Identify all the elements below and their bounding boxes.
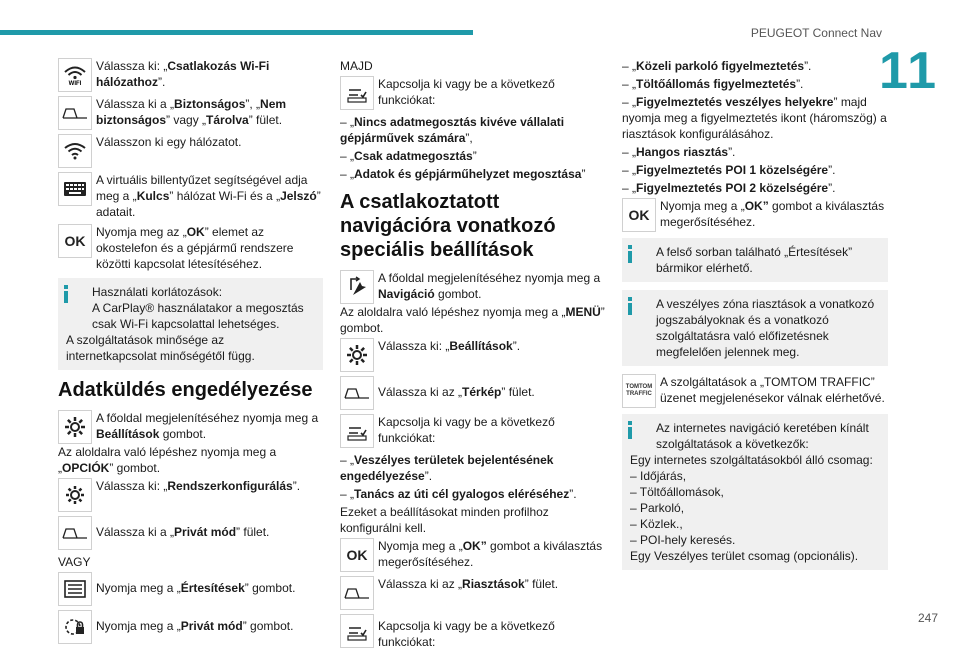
step-text: Kapcsolja ki vagy be a következő funkciókat: — [378, 415, 555, 445]
list-item: – Parkoló, — [630, 501, 685, 515]
info-note-notifications: A felső sorban található „Értesítések” bármikor elérhető. — [622, 238, 888, 282]
step-navigation — [340, 270, 608, 304]
info-icon — [628, 245, 632, 263]
info-icon — [628, 297, 632, 315]
ok-icon: OK — [58, 224, 92, 258]
header-accent-bar — [0, 30, 473, 35]
step-text: Nyomja meg a „Privát mód” gombot. — [96, 619, 294, 633]
step-tomtom — [622, 374, 888, 408]
list-item: – Töltőállomások, — [630, 485, 724, 499]
paragraph-or: VAGY — [58, 555, 91, 569]
step-settings — [58, 410, 323, 444]
ok-icon: OK — [622, 198, 656, 232]
wifi-signal-icon — [58, 134, 92, 168]
header-title: PEUGEOT Connect Nav — [750, 26, 882, 40]
step-wifi-connect — [58, 58, 323, 92]
list-item: – „Figyelmeztetés POI 2 közelségére”. — [622, 181, 836, 195]
paragraph: Az aloldalra való lépéshez nyomja meg a „OPCIÓK” gombot. — [58, 445, 277, 475]
column-1 — [58, 58, 323, 648]
checkbox-icon — [340, 76, 374, 110]
list-item: – „Csak adatmegosztás” — [340, 149, 477, 163]
keyboard-icon — [58, 172, 92, 206]
step-alerts-tab — [340, 576, 608, 610]
list-item: – „Nincs adatmegosztás kivéve vállalati gépjárművek számára”, — [340, 115, 565, 145]
navigation-icon — [340, 270, 374, 304]
list-item: – „Veszélyes területek bejelentésének engedélyezése”. — [340, 453, 554, 483]
list-item: – Időjárás, — [630, 469, 687, 483]
settings-gear-icon — [58, 410, 92, 444]
column-2 — [340, 58, 608, 654]
list-item: – „Figyelmeztetés POI 1 közelségére”. — [622, 163, 836, 177]
system-config-icon — [58, 478, 92, 512]
step-text: Válassza ki: „Rendszerkonfigurálás”. — [96, 479, 301, 493]
step-ok — [340, 538, 608, 572]
step-ok — [58, 224, 323, 272]
list-item: – „Figyelmeztetés veszélyes helyekre” majd nyomja meg a figyelmeztetés ikont (háromszög) a riasztások konfigurálásához. — [622, 95, 887, 141]
step-ok — [622, 198, 888, 232]
step-select-tab — [58, 96, 323, 130]
tab-icon — [340, 576, 374, 610]
page-number: 247 — [917, 611, 938, 625]
info-icon — [64, 285, 68, 303]
paragraph: Ezeket a beállításokat minden profilhoz konfigurálni kell. — [340, 505, 549, 535]
step-text: Válassza ki a „Biztonságos”, „Nem biztonságos” vagy „Tárolva” fület. — [96, 97, 287, 127]
step-text: Válassza ki: „Csatlakozás Wi-Fi hálózathoz”. — [96, 59, 270, 89]
step-text: Nyomja meg a „OK” gombot a kiválasztás megerősítéséhez. — [378, 539, 603, 569]
step-text: Válassza ki: „Beállítások”. — [378, 339, 521, 353]
step-text: Nyomja meg a „OK” gombot a kiválasztás megerősítéséhez. — [660, 199, 885, 229]
step-settings — [340, 338, 608, 372]
step-private-mode — [58, 610, 323, 644]
wifi-icon — [58, 58, 92, 92]
step-text: A szolgáltatások a „TOMTOM TRAFFIC” üzenet megjelenésekor válnak elérhetővé. — [660, 375, 885, 405]
info-icon — [628, 421, 632, 439]
info-note-danger-zone: A veszélyes zóna riasztások a vonatkozó jogszabályoknak és a vonatkozó szolgáltatásra való előfizetésnek megfelelően jelennek meg. — [622, 290, 888, 366]
tab-icon — [58, 516, 92, 550]
info-note-usage-limits: Használati korlátozások: A CarPlay® használatakor a megosztás csak Wi-Fi kapcsolattal lehetséges. A szolgáltatások minősége az internetkapcsolat minőségétől függ. — [58, 278, 323, 370]
step-text: Válasszon ki egy hálózatot. — [96, 135, 242, 149]
step-map-tab — [340, 376, 608, 410]
step-system-config — [58, 478, 323, 512]
column-3 — [622, 58, 888, 578]
paragraph-then: MAJD — [340, 59, 373, 73]
step-select-network — [58, 134, 323, 168]
step-toggle-functions — [340, 76, 608, 110]
list-item: – „Hangos riasztás”. — [622, 145, 736, 159]
step-text: Kapcsolja ki vagy be a következő funkciókat: — [378, 619, 555, 649]
chapter-number: 11 — [879, 42, 938, 100]
paragraph: Az aloldalra való lépéshez nyomja meg a „MENÜ” gombot. — [340, 305, 605, 335]
checkbox-icon — [340, 614, 374, 648]
checkbox-icon — [340, 414, 374, 448]
section-heading: Adatküldés engedélyezése — [58, 379, 313, 401]
tomtom-traffic-icon: TOMTOM TRAFFIC — [622, 374, 656, 408]
list-item: – POI-hely keresés. — [630, 533, 736, 547]
list-item: – „Tanács az úti cél gyalogos eléréséhez”. — [340, 487, 577, 501]
step-keyboard — [58, 172, 323, 220]
step-text: A virtuális billentyűzet segítségével adja meg a „Kulcs” hálózat Wi-Fi és a „Jelszó” adatait. — [96, 173, 321, 219]
privacy-lock-icon — [58, 610, 92, 644]
step-notifications — [58, 572, 323, 606]
tab-icon — [340, 376, 374, 410]
list-item: – Közlek., — [630, 517, 683, 531]
step-text: Válassza ki a „Privát mód” fület. — [96, 525, 270, 539]
step-text: Nyomja meg az „OK” elemet az okostelefon és a gépjármű rendszere közötti kapcsolat létesítéséhez. — [96, 225, 294, 271]
info-note-services: Az internetes navigáció keretében kínált szolgáltatások a következők: Egy internetes szolgáltatásokból álló csomag: – Időjárás, – Töltőállomások, – Parkoló, – Közlek., – POI-hely keresés. Egy Veszélyes terület csomag (opcionális). — [622, 414, 888, 570]
svg-text:WIFI: WIFI — [68, 81, 82, 87]
step-text: Kapcsolja ki vagy be a következő funkciókat: — [378, 77, 555, 107]
list-item: – „Töltőállomás figyelmeztetés”. — [622, 77, 804, 91]
step-private-tab — [58, 516, 323, 550]
ok-icon: OK — [340, 538, 374, 572]
section-heading: A csatlakoztatott navigációra vonatkozó speciális beállítások — [340, 191, 556, 261]
step-text: Válassza ki az „Riasztások” fület. — [378, 577, 559, 591]
list-item: – „Adatok és gépjárműhelyzet megosztása” — [340, 167, 586, 181]
step-text: Válassza ki az „Térkép” fület. — [378, 385, 535, 399]
list-item: – „Közeli parkoló figyelmeztetés”. — [622, 59, 812, 73]
settings-gear-icon — [340, 338, 374, 372]
step-toggle-functions — [340, 414, 608, 448]
tab-icon — [58, 96, 92, 130]
step-text: Nyomja meg a „Értesítések” gombot. — [96, 581, 296, 595]
step-text: A főoldal megjelenítéséhez nyomja meg a Navigáció gombot. — [378, 271, 601, 301]
notifications-list-icon — [58, 572, 92, 606]
step-text: A főoldal megjelenítéséhez nyomja meg a Beállítások gombot. — [96, 411, 319, 441]
step-toggle-functions — [340, 614, 608, 650]
